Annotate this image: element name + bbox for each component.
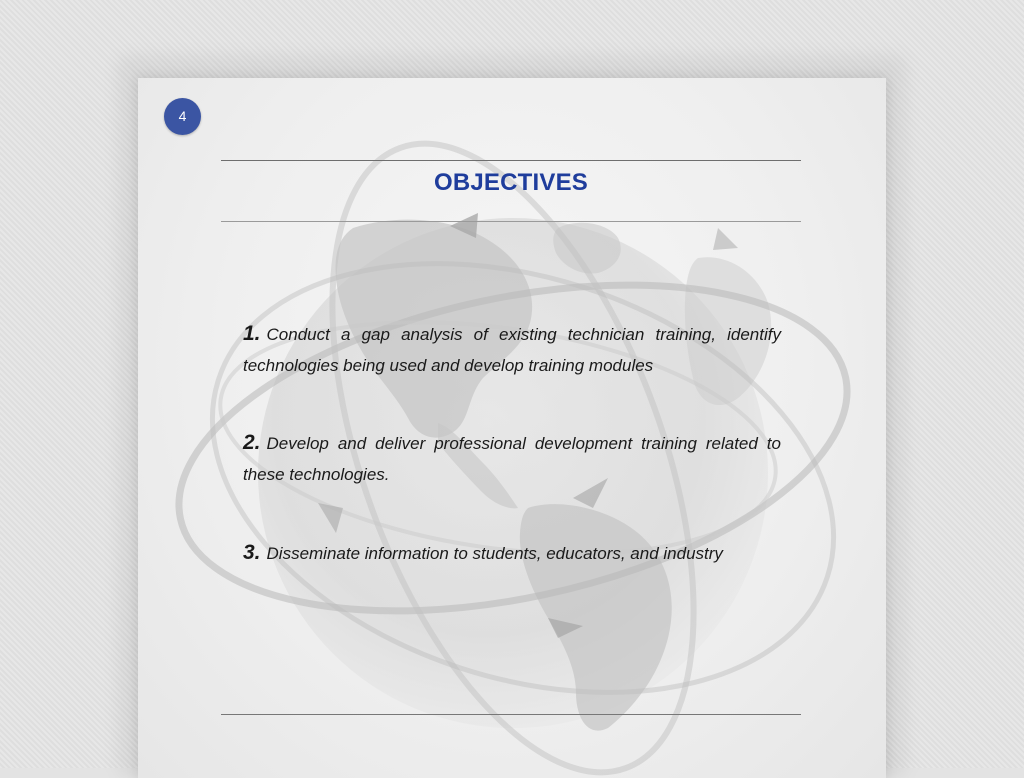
objective-text: Disseminate information to students, educators, and industry: [266, 544, 723, 563]
slide-title: OBJECTIVES: [433, 169, 589, 196]
objective-number: 1.: [243, 322, 261, 345]
top-divider: [221, 160, 801, 161]
objective-text: Conduct a gap analysis of existing technician training, identify technologies being used and develop training modules: [243, 325, 781, 375]
page-number-badge: 4: [164, 98, 201, 135]
objective-number: 3.: [243, 541, 261, 564]
objective-item: [243, 427, 781, 490]
objective-item: [243, 537, 781, 569]
objective-text: Develop and deliver professional development training related to these technologies.: [243, 434, 781, 484]
title-divider: [221, 221, 801, 222]
bottom-divider: [221, 714, 801, 715]
objective-number: 2.: [243, 431, 261, 454]
objective-item: [243, 318, 781, 381]
slide: [138, 78, 886, 778]
